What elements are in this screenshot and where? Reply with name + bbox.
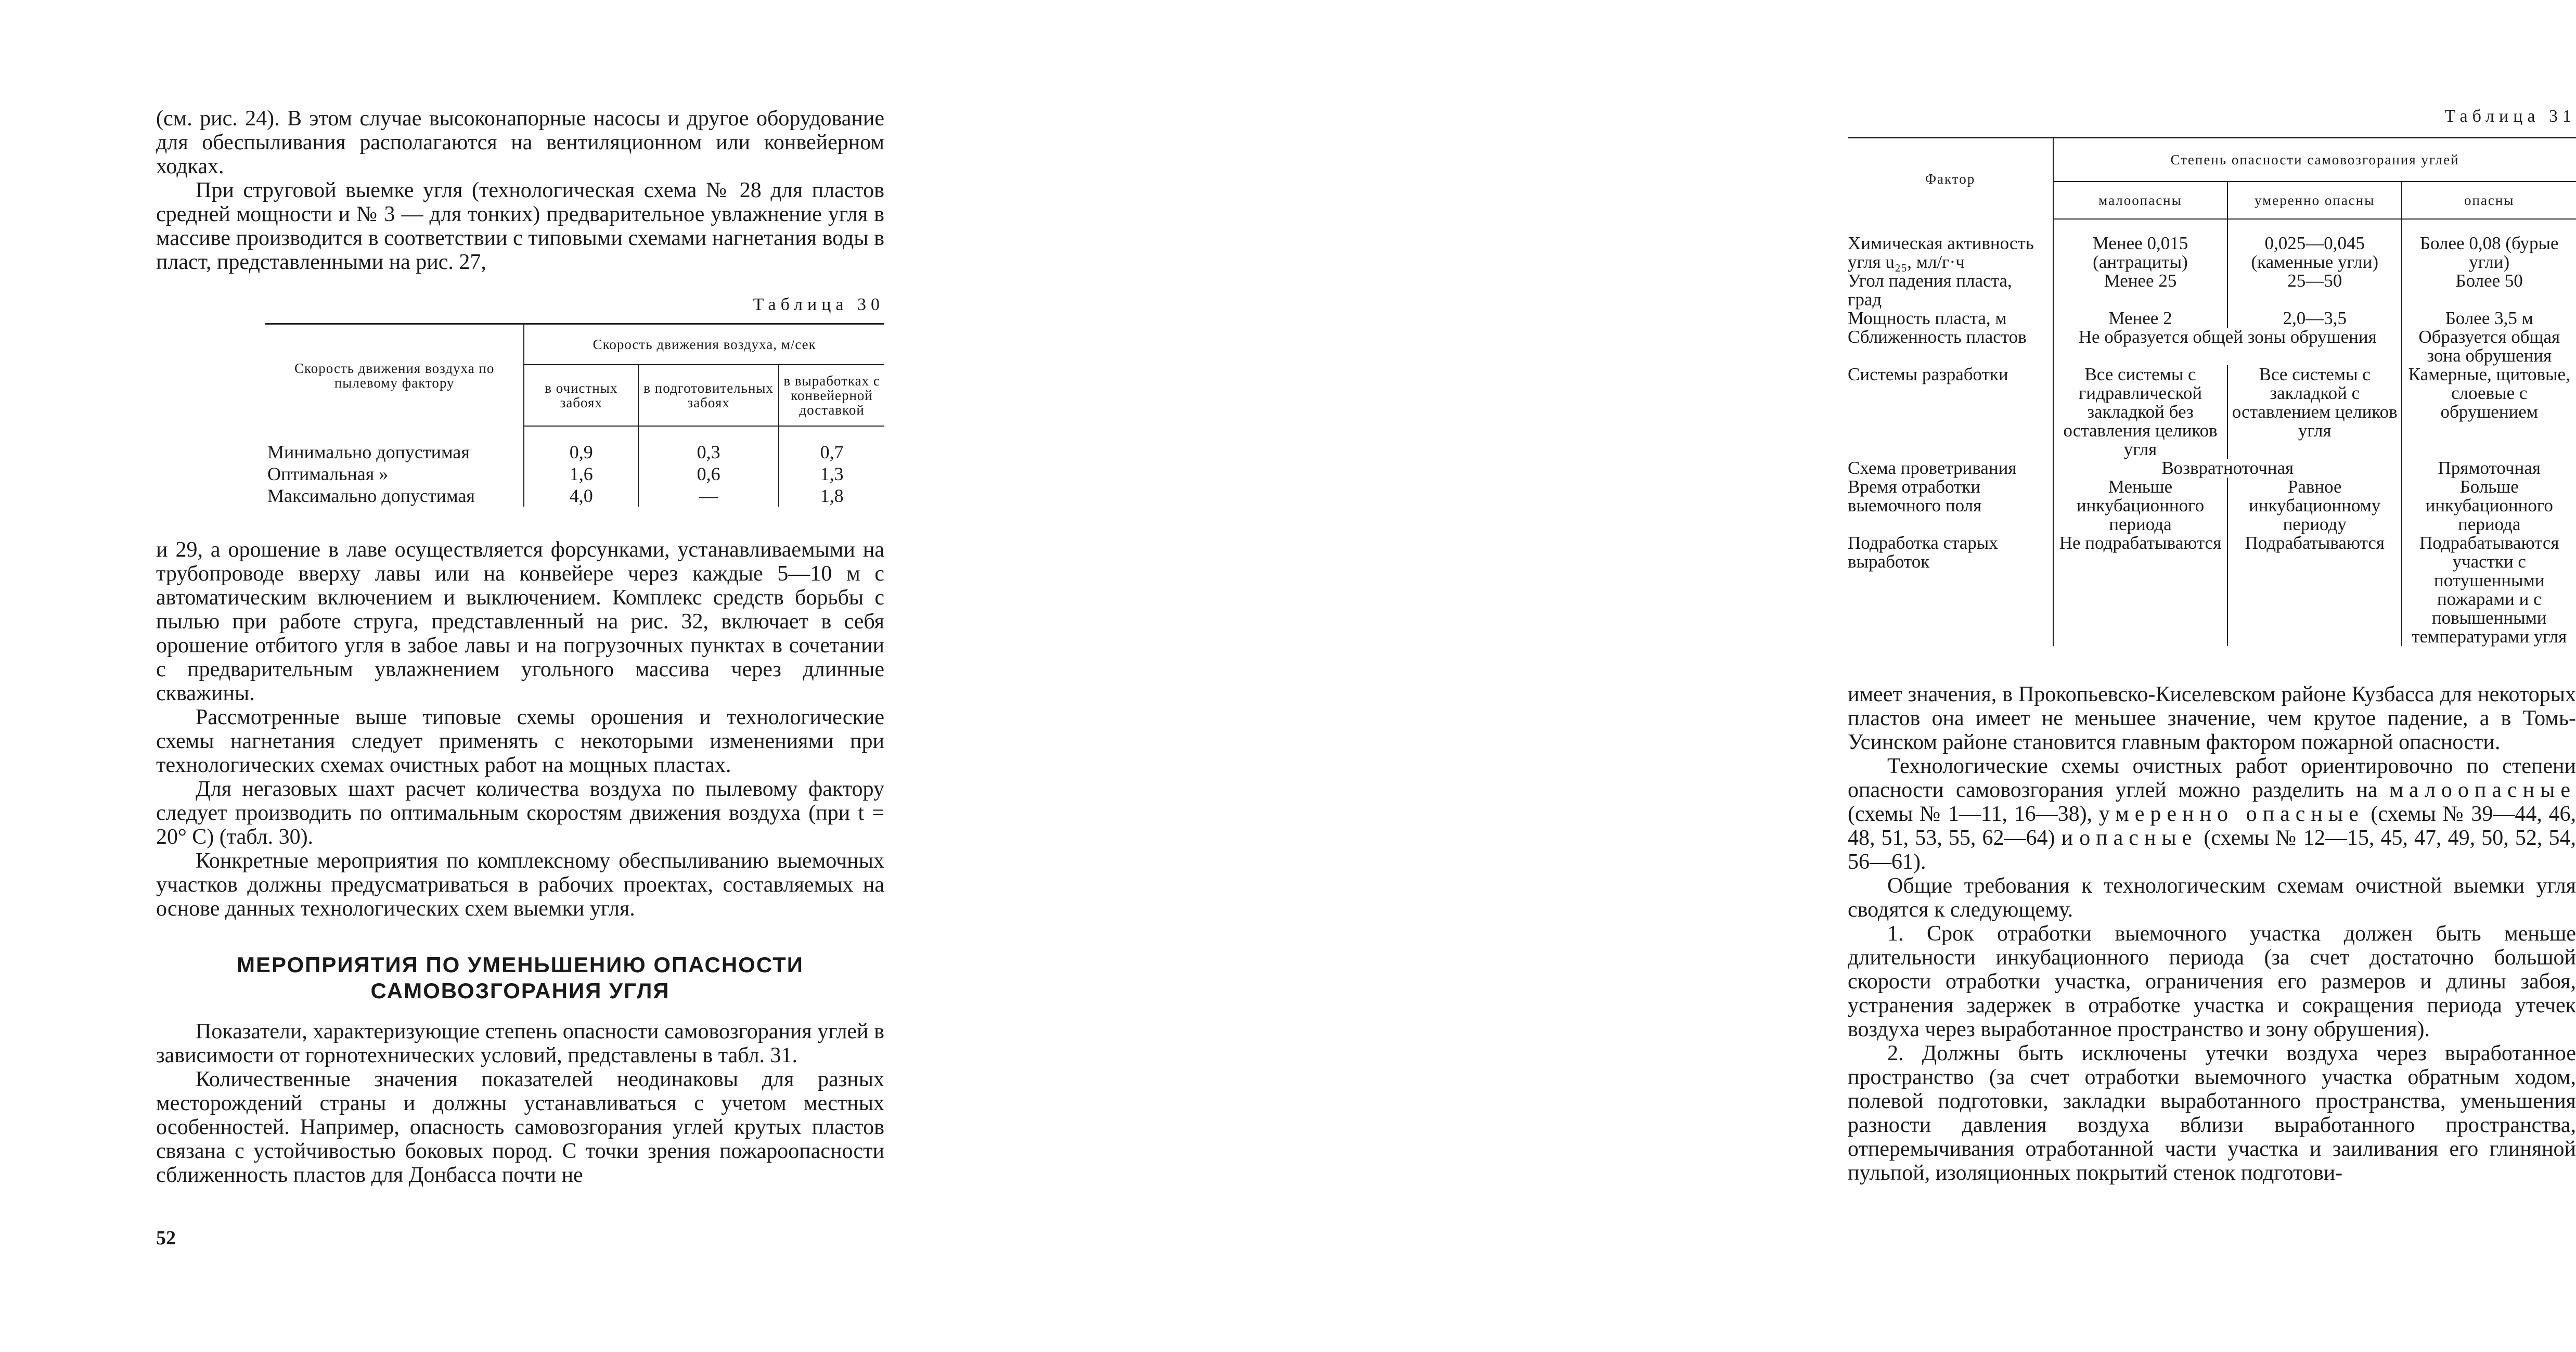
cell-value: Меньше инкубационного периода	[2053, 478, 2227, 534]
paragraph: имеет значения, в Прокопьевско-Киселевском районе Кузбасса для некоторых пластов она имеет не меньшее значение, чем крутое падение, а в Томь-Усинском районе становится главным фактором пожарной опасности.	[1848, 683, 2576, 754]
cell-value: Более 0,08 (бурые угли)	[2402, 234, 2576, 272]
cell-value: Равное инкубационному периоду	[2227, 478, 2402, 534]
paragraph: Количественные значения показателей неодинаковы для разных месторождений страны и должны устанавливаться с учетом местных особенностей. Например, опасность самовозгорания углей крутых пластов связана с устойчивостью боковых пород. С точки зрения пожароопасности сближенность пластов для Донбасса почти не	[156, 1067, 884, 1187]
paragraph: Для негазовых шахт расчет количества воздуха по пылевому фактору следует производить по оптимальным скоростям движения воздуха (при t = 20° С) (табл. 30).	[156, 777, 884, 849]
section-heading-line: САМОВОЗГОРАНИЯ УГЛЯ	[370, 978, 670, 1003]
cell-value: 1,8	[779, 485, 884, 507]
emphasis-text: умеренно опасные	[2098, 802, 2364, 826]
factor-cell: Угол падения пласта, град	[1848, 271, 2012, 310]
cell-value: Все системы с закладкой с оставлением целиков угля	[2227, 365, 2402, 459]
table-group-header: Степень опасности самовозгорания углей	[2053, 138, 2576, 182]
emphasis-text: опасные	[2079, 826, 2198, 850]
right-page	[906, 0, 2576, 1352]
cell-value: 0,3	[638, 441, 779, 463]
cell-value: —	[638, 485, 779, 507]
text-run: (схемы № 39—44, 46, 48, 51, 53, 55, 62—64) и	[1848, 802, 2576, 850]
factor-cell: Подработка старых выработок	[1848, 533, 1998, 572]
paragraph: 2. Должны быть исключены утечки воздуха через выработанное пространство (за счет отработки выемочного участка обратным ходом, полевой подготовки, закладки выработанного пространства, уменьшения разности давления воздуха вблизи выработанного пространства, отперемычивания отработанной части участка и заиливания его глиняной пульпой, изоляционных покрытий стенок подготови-	[1848, 1041, 2576, 1185]
table-31-grid	[1848, 137, 2576, 646]
table-group-header: Скорость движения воздуха, м/сек	[524, 324, 884, 365]
cell-value: Менее 0,015 (антрациты)	[2053, 234, 2227, 272]
cell-value: 0,025—0,045 (каменные угли)	[2227, 234, 2402, 272]
cell-value: Более 3,5 м	[2402, 309, 2576, 328]
row-label: Максимально допустимая	[267, 485, 475, 506]
table-title: Таблица 30	[753, 295, 884, 314]
cell-value: Больше инкубационного периода	[2402, 478, 2576, 534]
factor-cell: Мощность пласта, м	[1848, 308, 2007, 328]
table-row	[1848, 328, 2576, 365]
factor-cell: Химическая активность угля u₂₅, мл/г·ч	[1848, 233, 2034, 272]
cell-value: Все системы с гидравлической закладкой без оставления целиков угля	[2053, 365, 2227, 459]
table-title: Таблица 31	[2444, 107, 2576, 126]
cell-value: Более 50	[2402, 272, 2576, 309]
cell-value: 25—50	[2227, 272, 2402, 309]
column-header: в подготовительных забоях	[638, 365, 779, 426]
factor-cell: Время отработки выемочного поля	[1848, 477, 1982, 516]
row-label: Минимально допустимая	[267, 442, 470, 462]
section-heading	[156, 952, 884, 1004]
right-column	[1848, 107, 2576, 1185]
table-row	[265, 441, 884, 463]
paragraph: Общие требования к технологическим схемам очистной выемки угля сводятся к следующему.	[1848, 874, 2576, 922]
cell-value: 1,6	[524, 463, 638, 485]
column-header: малоопасны	[2053, 182, 2227, 219]
cell-value: Образуется общая зона обрушения	[2402, 328, 2576, 365]
table-row-header: Скорость движения воздуха по пылевому фактору	[265, 324, 524, 427]
factor-cell: Системы разработки	[1848, 364, 2008, 384]
table-row	[1848, 365, 2576, 459]
cell-value: Не образуется общей зоны обрушения	[2053, 328, 2402, 365]
paragraph: 1. Срок отработки выемочного участка должен быть меньше длительности инкубационного периода (за счет достаточно большой скорости отработки участка, ограничения его размеров и длины забоя, устранения задержек в отработке участка и сокращения периода утечек воздуха через выработанное пространство и зону обрушения).	[1848, 922, 2576, 1041]
section-heading-line: МЕРОПРИЯТИЯ ПО УМЕНЬШЕНИЮ ОПАСНОСТИ	[237, 952, 804, 977]
cell-value: Камерные, щитовые, слоевые с обрушением	[2402, 365, 2576, 459]
table-row	[1848, 459, 2576, 478]
paragraph: При струговой выемке угля (технологическая схема № 28 для пластов средней мощности и № 3 — для тонких) предварительное увлажнение угля в массиве производится в соответствии с типовыми схемами нагнетания воды в пласт, представленными на рис. 27,	[156, 178, 884, 274]
cell-value: Подрабатываются	[2227, 534, 2402, 646]
factor-cell: Сближенность пластов	[1848, 327, 2027, 347]
column-header: умеренно опасны	[2227, 182, 2402, 219]
cell-value: Не подрабатываются	[2053, 534, 2227, 646]
table-row	[1848, 234, 2576, 272]
factor-header: Фактор	[1848, 138, 2053, 220]
column-header: в выработках с конвейерной доставкой	[779, 365, 884, 426]
text-run: Технологические схемы очистных работ ориентировочно по степени опасности самовозгорания углей можно разделить на	[1848, 754, 2576, 802]
table-row	[1848, 272, 2576, 309]
text-run: (схемы № 12—15, 45, 47, 49, 50, 52, 54, 56—61).	[1848, 826, 2576, 874]
paragraph: (см. рис. 24). В этом случае высоконапорные насосы и другое оборудование для обеспыливания располагаются на вентиляционном или конвейерном ходках.	[156, 107, 884, 178]
paragraph	[1848, 754, 2576, 874]
table-row	[265, 485, 884, 507]
table-row	[1848, 309, 2576, 328]
text-run: (схемы № 1—11, 16—38),	[1848, 802, 2093, 826]
paragraph: Конкретные мероприятия по комплексному обеспыливанию выемочных участков должны предусматриваться в рабочих проектах, составляемых на основе данных технологических схем выемки угля.	[156, 849, 884, 921]
cell-value: 0,6	[638, 463, 779, 485]
cell-value: 0,7	[779, 441, 884, 463]
cell-value: 4,0	[524, 485, 638, 507]
paragraph: Рассмотренные выше типовые схемы орошения и технологические схемы нагнетания следует применять с некоторыми изменениями при технологических схемах очистных работ на мощных пластах.	[156, 705, 884, 777]
factor-cell: Схема проветривания	[1848, 458, 2017, 478]
paragraph: Показатели, характеризующие степень опасности самовозгорания углей в зависимости от горнотехнических условий, представлены в табл. 31.	[156, 1020, 884, 1067]
table-row	[1848, 478, 2576, 534]
left-column	[156, 107, 884, 1187]
cell-value: Возвратноточная	[2053, 459, 2402, 478]
cell-value: Прямоточная	[2402, 459, 2576, 478]
table-30-grid	[265, 323, 884, 507]
table-row	[265, 463, 884, 485]
emphasis-text: малоопасные	[2389, 778, 2576, 802]
row-label: Оптимальная »	[267, 463, 389, 484]
cell-value: 0,9	[524, 441, 638, 463]
column-header: в очистных забоях	[524, 365, 638, 426]
cell-value: Менее 25	[2053, 272, 2227, 309]
column-header: опасны	[2402, 182, 2576, 219]
paragraph: и 29, а орошение в лаве осуществляется форсунками, устанавливаемыми на трубопроводе вверху лавы или на конвейере через каждые 5—10 м с автоматическим включением и выключением. Комплекс средств борьбы с пылью при работе струга, представленный на рис. 32, включает в себя орошение отбитого угля в забое лавы и на погрузочных пунктах в сочетании с предварительным увлажнением угольного массива через длинные скважины.	[156, 538, 884, 705]
cell-value: 2,0—3,5	[2227, 309, 2402, 328]
table-row	[1848, 534, 2576, 646]
table-30	[265, 295, 884, 315]
page-number: 52	[156, 1227, 176, 1249]
left-page	[0, 0, 906, 1352]
cell-value: Менее 2	[2053, 309, 2227, 328]
cell-value: Подрабатываются участки с потушенными пожарами и с повышенными температурами угля	[2402, 534, 2576, 646]
cell-value: 1,3	[779, 463, 884, 485]
